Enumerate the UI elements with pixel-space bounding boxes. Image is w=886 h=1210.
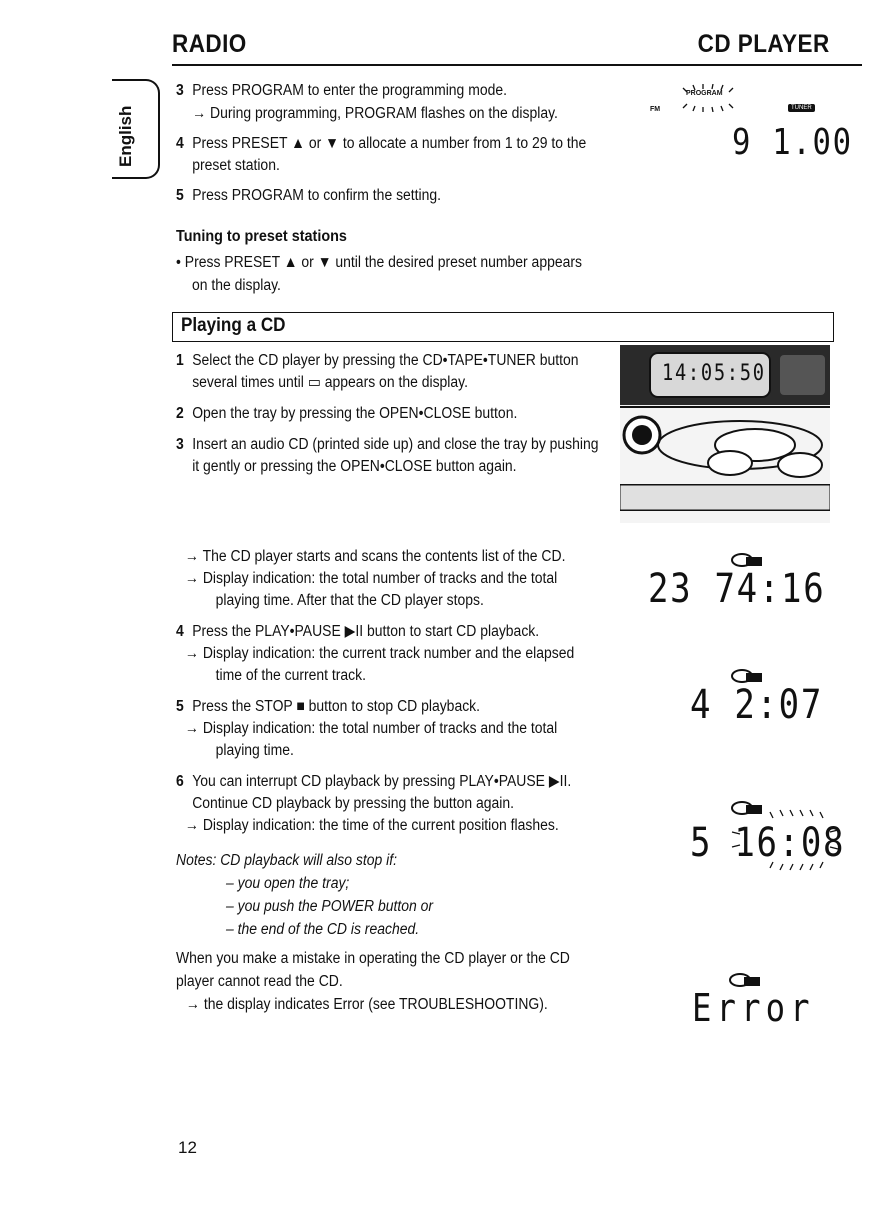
cd-instructions bbox=[176, 350, 616, 478]
program-badge: PROGRAM bbox=[686, 90, 723, 97]
language-tab bbox=[112, 79, 160, 179]
radio-step-4: 4 Press PRESET ▲ or ▼ to allocate a number from 1 to 29 to the bbox=[176, 135, 587, 152]
radio-step-4-cont: preset station. bbox=[192, 157, 280, 174]
cd-step-1: 1 Select the CD player by pressing the CD•TAPE•TUNER button bbox=[176, 352, 579, 369]
flash-rays-icon bbox=[678, 84, 738, 112]
cd-display-4 bbox=[692, 972, 842, 1042]
subheading-tuning: Tuning to preset stations bbox=[176, 228, 347, 245]
language-tab-label: English bbox=[116, 105, 135, 167]
notes-title: Notes: CD playback will also stop if: bbox=[176, 852, 397, 869]
cd-step-5-result: → Display indication: the total number of tracks and the total bbox=[185, 720, 558, 737]
mistake-line2: player cannot read the CD. bbox=[176, 973, 343, 990]
section-title: Playing a CD bbox=[181, 315, 286, 336]
cd-step-5: 5 Press the STOP ■ button to stop CD playback. bbox=[176, 698, 481, 715]
radio-preset-digits: 9 1.00 bbox=[732, 122, 853, 163]
note-1: – you open the tray; bbox=[226, 875, 350, 892]
radio-step-3: 3 Press PROGRAM to enter the programming mode. bbox=[176, 82, 507, 99]
cd-results bbox=[176, 546, 616, 837]
header-left-title: RADIO bbox=[172, 30, 247, 58]
cd-display-1 bbox=[648, 552, 838, 622]
section-playing-cd bbox=[172, 312, 834, 342]
cd-display-4-error: Error bbox=[692, 986, 815, 1030]
tuning-bullet-line2: on the display. bbox=[192, 277, 281, 294]
cd-step-1-cont: several times until ▭ appears on the display. bbox=[192, 374, 468, 391]
fm-label: FM bbox=[650, 106, 661, 113]
tuner-badge: TUNER bbox=[788, 104, 815, 112]
cd-player-photo bbox=[620, 345, 830, 523]
cd-step-3: 3 Insert an audio CD (printed side up) and close the tray by pushing bbox=[176, 436, 599, 453]
cd-step-5-result-cont: playing time. bbox=[215, 742, 294, 759]
cd-display-2-digits: 4 2:07 bbox=[690, 682, 824, 728]
note-2: – you push the POWER button or bbox=[226, 898, 434, 915]
cd-result-display-cont: playing time. After that the CD player stops. bbox=[215, 592, 484, 609]
header-rule bbox=[172, 64, 862, 66]
photo-display-digits: 14:05:50 bbox=[662, 361, 766, 386]
radio-display bbox=[650, 84, 853, 174]
radio-step-3-result: → During programming, PROGRAM flashes on the display. bbox=[192, 105, 558, 122]
cd-result-scan: → The CD player starts and scans the contents list of the CD. bbox=[185, 548, 566, 565]
cd-step-6-result: → Display indication: the time of the current position flashes. bbox=[185, 817, 559, 834]
cd-display-2 bbox=[690, 668, 840, 738]
cd-display-1-digits: 23 74:16 bbox=[648, 566, 826, 612]
cd-result-display: → Display indication: the total number of tracks and the total bbox=[185, 570, 558, 587]
header-right-title: CD PLAYER bbox=[697, 30, 830, 58]
cd-step-3-cont: it gently or pressing the OPEN•CLOSE button again. bbox=[192, 458, 517, 475]
radio-steps bbox=[176, 80, 626, 207]
cd-step-6-cont: Continue CD playback by pressing the button again. bbox=[192, 795, 515, 812]
cd-display-3 bbox=[690, 800, 846, 880]
note-3: – the end of the CD is reached. bbox=[226, 921, 420, 938]
mistake-line1: When you make a mistake in operating the CD player or the CD bbox=[176, 950, 570, 967]
tuning-bullet-line1: • Press PRESET ▲ or ▼ until the desired preset number appears bbox=[176, 254, 582, 271]
cd-step-6: 6 You can interrupt CD playback by pressing PLAY•PAUSE ▶II. bbox=[176, 773, 572, 790]
cd-step-2: 2 Open the tray by pressing the OPEN•CLOSE button. bbox=[176, 405, 518, 422]
cd-step-4-result-cont: time of the current track. bbox=[215, 667, 367, 684]
cd-step-4: 4 Press the PLAY•PAUSE ▶II button to start CD playback. bbox=[176, 623, 540, 640]
cd-display-3-digits: 5 16:08 bbox=[690, 820, 846, 866]
mistake-line3: → the display indicates Error (see TROUBLESHOOTING). bbox=[186, 996, 548, 1013]
radio-step-5: 5 Press PROGRAM to confirm the setting. bbox=[176, 187, 442, 204]
page-number: 12 bbox=[178, 1138, 197, 1157]
cd-step-4-result: → Display indication: the current track number and the elapsed bbox=[185, 645, 575, 662]
